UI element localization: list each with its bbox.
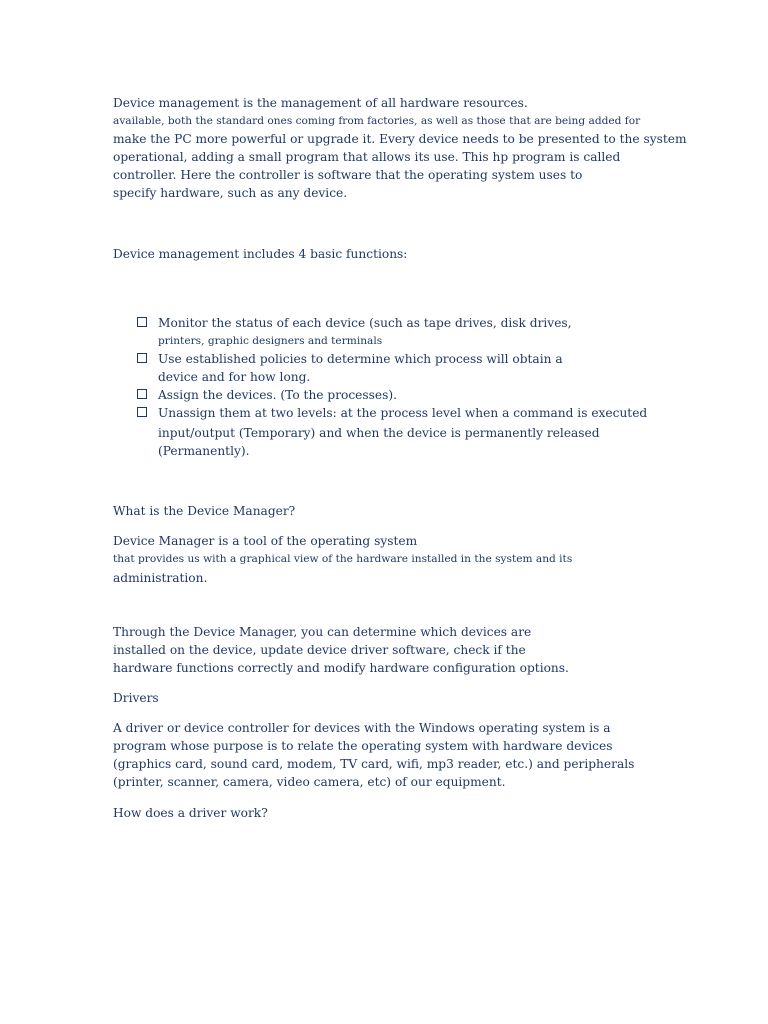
list-item-text: printers, graphic designers and terminals: [158, 335, 383, 347]
functions-heading: Device management includes 4 basic functions:: [113, 247, 408, 261]
driver-definition-line: (graphics card, sound card, modem, TV card, wifi, mp3 reader, etc.) and peripherals: [113, 757, 635, 771]
intro-line: Device management is the management of all hardware resources.: [113, 96, 528, 110]
paragraph-line: hardware functions correctly and modify hardware configuration options.: [113, 661, 569, 675]
dm-definition-line: Device Manager is a tool of the operating system: [113, 534, 418, 548]
intro-line: operational, adding a small program that allows its use. This hp program is called: [113, 150, 621, 164]
list-item-text: Assign the devices. (To the processes).: [158, 388, 397, 402]
intro-line: make the PC more powerful or upgrade it. Every device needs to be presented to the system: [113, 132, 687, 146]
checkbox-bullet-icon: [137, 317, 147, 327]
list-item-text: (Permanently).: [158, 444, 250, 458]
paragraph-line: Through the Device Manager, you can determine which devices are: [113, 625, 532, 639]
dm-definition-line: that provides us with a graphical view of the hardware installed in the system and its: [113, 553, 573, 565]
question-heading: What is the Device Manager?: [113, 504, 296, 518]
drivers-heading: Drivers: [113, 691, 159, 705]
checkbox-bullet-icon: [137, 389, 147, 399]
paragraph-line: installed on the device, update device driver software, check if the: [113, 643, 526, 657]
list-item-text: Use established policies to determine which process will obtain a: [158, 352, 563, 366]
intro-line: available, both the standard ones coming from factories, as well as those that are being added for: [113, 115, 641, 127]
dm-definition-line: administration.: [113, 571, 208, 585]
list-item-text: device and for how long.: [158, 370, 311, 384]
checkbox-bullet-icon: [137, 407, 147, 417]
list-item-text: Monitor the status of each device (such as tape drives, disk drives,: [158, 316, 572, 330]
driver-definition-line: program whose purpose is to relate the operating system with hardware devices: [113, 739, 613, 753]
list-item-text: Unassign them at two levels: at the process level when a command is executed: [158, 406, 648, 420]
driver-definition-line: (printer, scanner, camera, video camera, etc) of our equipment.: [113, 775, 506, 789]
intro-line: controller. Here the controller is software that the operating system uses to: [113, 168, 583, 182]
checkbox-bullet-icon: [137, 353, 147, 363]
question-heading: How does a driver work?: [113, 806, 268, 820]
driver-definition-line: A driver or device controller for devices with the Windows operating system is a: [113, 721, 611, 735]
list-item-text: input/output (Temporary) and when the device is permanently released: [158, 426, 600, 440]
intro-line: specify hardware, such as any device.: [113, 186, 348, 200]
